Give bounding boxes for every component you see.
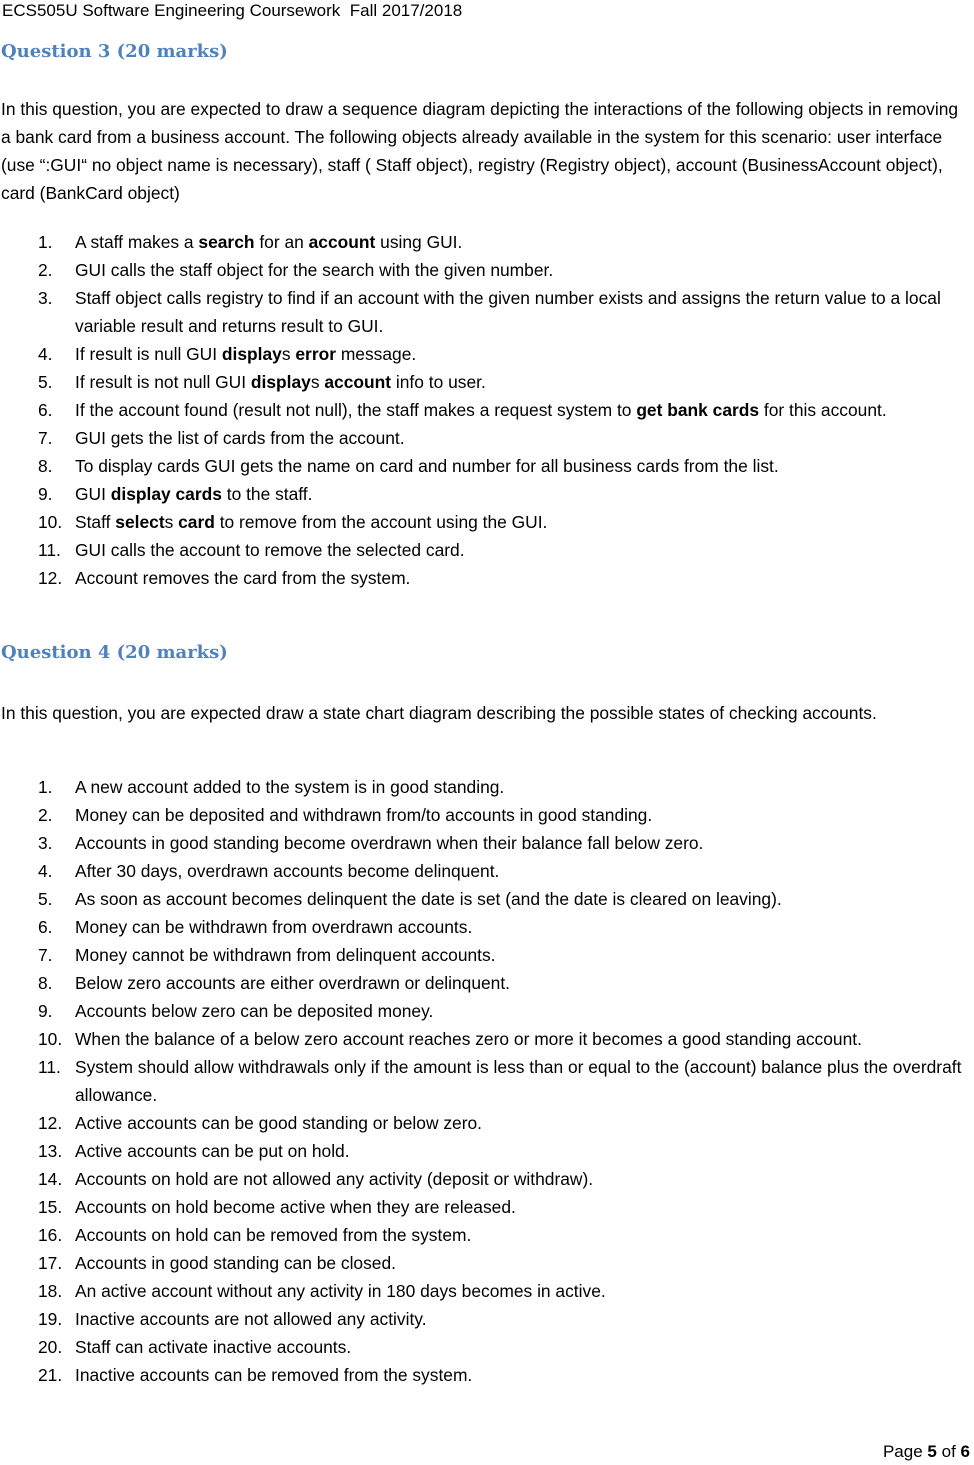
page-footer (883, 1441, 970, 1463)
list-item-number: 12. (38, 1113, 63, 1133)
list-item (0, 1193, 970, 1221)
list-item-number: 4. (38, 344, 53, 364)
list-item (0, 1277, 970, 1305)
list-item-text: Account removes the card from the system. (75, 568, 411, 588)
list-item (0, 885, 970, 913)
list-item (0, 536, 970, 564)
list-item (0, 1025, 970, 1053)
question-4-heading: Question 4 (20 marks) (1, 642, 228, 663)
bold-term: display (250, 372, 311, 392)
list-item (0, 1249, 970, 1277)
bold-term: select (115, 512, 165, 532)
list-item-text: GUI calls the staff object for the search with the given number. (75, 260, 554, 280)
list-item-text: Accounts on hold become active when they are released. (75, 1197, 516, 1217)
list-item-number: 17. (38, 1253, 63, 1273)
list-item-text: A new account added to the system is in good standing. (75, 777, 505, 797)
list-item-text: Active accounts can be good standing or below zero. (75, 1113, 482, 1133)
question-3-heading: Question 3 (20 marks) (1, 41, 228, 62)
list-item-text: Below zero accounts are either overdrawn or delinquent. (75, 973, 511, 993)
list-item-text: GUI gets the list of cards from the account. (75, 428, 405, 448)
list-item-number: 2. (38, 805, 53, 825)
list-item-text: Staff (75, 512, 116, 532)
list-item-number: 9. (38, 484, 53, 504)
list-item (0, 1361, 970, 1389)
list-item-text: Active accounts can be put on hold. (75, 1141, 350, 1161)
bold-term: card (178, 512, 215, 532)
question-4-intro: In this question, you are expected draw a state chart diagram describing the possible states of checking accounts. (1, 703, 877, 723)
list-item (0, 424, 970, 452)
list-item-text: Inactive accounts can be removed from the system. (75, 1365, 473, 1385)
list-item-text: After 30 days, overdrawn accounts become delinquent. (75, 861, 500, 881)
list-item-number: 1. (38, 232, 53, 252)
list-item (0, 396, 970, 424)
list-item-text: using GUI. (375, 232, 463, 252)
list-item (0, 480, 970, 508)
list-item-number: 20. (38, 1337, 63, 1357)
list-item (0, 1109, 970, 1137)
list-item-text: Accounts on hold can be removed from the system. (75, 1225, 472, 1245)
list-item (0, 969, 970, 997)
of-word: of (941, 1442, 956, 1461)
question-3-list (0, 228, 974, 592)
list-item-text: System should allow withdrawals only if the amount is less than or equal to the (account) balance plus the overdraft allowance. (75, 1057, 962, 1105)
bold-term: error (295, 344, 336, 364)
list-item (0, 256, 970, 284)
list-item-number: 12. (38, 568, 63, 588)
list-item-number: 6. (38, 917, 53, 937)
list-item-text: Accounts below zero can be deposited money. (75, 1001, 434, 1021)
list-item-number: 8. (38, 456, 53, 476)
list-item-text: If result is not null GUI (75, 372, 251, 392)
list-item-text: GUI calls the account to remove the selected card. (75, 540, 465, 560)
bold-term: display (221, 344, 282, 364)
list-item-text: for this account. (759, 400, 887, 420)
list-item (0, 1053, 970, 1109)
bold-term: search (198, 232, 255, 252)
list-item-number: 9. (38, 1001, 53, 1021)
list-item-text: Accounts in good standing can be closed. (75, 1253, 396, 1273)
list-item-text: To display cards GUI gets the name on card and number for all business cards from the list. (75, 456, 779, 476)
list-item-text: Money can be deposited and withdrawn from/to accounts in good standing. (75, 805, 653, 825)
list-item-text: s (310, 372, 325, 392)
list-item (0, 829, 970, 857)
question-3-intro: In this question, you are expected to draw a sequence diagram depicting the interactions of the following objects in removing a bank card from a business account. The following objects already available in the system for this scenario: user interface (use “:GUI“ no object name is necessary), staff ( Staff object), registry (Registry object), account (BusinessAccount object), card (BankCard object) (1, 99, 959, 203)
list-item-text: If the account found (result not null), the staff makes a request system to (75, 400, 637, 420)
list-item-number: 1. (38, 777, 53, 797)
list-item-text: Money can be withdrawn from overdrawn accounts. (75, 917, 473, 937)
question-4-list (0, 773, 974, 1389)
list-item-number: 18. (38, 1281, 63, 1301)
list-item-number: 7. (38, 428, 53, 448)
list-item-text: to the staff. (221, 484, 313, 504)
list-item-text: When the balance of a below zero account reaches zero or more it becomes a good standing account. (75, 1029, 862, 1049)
list-item-number: 14. (38, 1169, 63, 1189)
list-item-text: Inactive accounts are not allowed any activity. (75, 1309, 427, 1329)
list-item-number: 11. (38, 540, 61, 560)
list-item-text: message. (335, 344, 417, 364)
list-item-text: Staff can activate inactive accounts. (75, 1337, 352, 1357)
page-total: 6 (960, 1442, 970, 1461)
list-item-number: 21. (38, 1365, 63, 1385)
list-item-number: 2. (38, 260, 53, 280)
list-item-text: Accounts on hold are not allowed any activity (deposit or withdraw). (75, 1169, 594, 1189)
list-item (0, 913, 970, 941)
list-item-text: s (281, 344, 296, 364)
term: Fall 2017/2018 (349, 1, 463, 20)
bold-term: account (308, 232, 376, 252)
list-item-number: 15. (38, 1197, 63, 1217)
page-header (2, 0, 462, 22)
list-item-number: 6. (38, 400, 53, 420)
list-item (0, 340, 970, 368)
list-item-text: to remove from the account using the GUI. (214, 512, 548, 532)
list-item (0, 857, 970, 885)
list-item-text: An active account without any activity in 180 days becomes in active. (75, 1281, 606, 1301)
list-item-number: 16. (38, 1225, 63, 1245)
list-item-number: 10. (38, 512, 63, 532)
list-item (0, 284, 970, 340)
list-item-number: 13. (38, 1141, 63, 1161)
list-item (0, 997, 970, 1025)
list-item-text: If result is null GUI (75, 344, 222, 364)
list-item-number: 19. (38, 1309, 63, 1329)
list-item-number: 4. (38, 861, 53, 881)
list-item (0, 801, 970, 829)
list-item-text: for an (254, 232, 309, 252)
list-item (0, 1137, 970, 1165)
list-item-text: Money cannot be withdrawn from delinquent accounts. (75, 945, 496, 965)
list-item (0, 1165, 970, 1193)
list-item (0, 1221, 970, 1249)
course-title: ECS505U Software Engineering Coursework (2, 1, 341, 20)
list-item (0, 508, 970, 536)
bold-term: get bank cards (636, 400, 760, 420)
list-item (0, 1333, 970, 1361)
bold-term: display cards (110, 484, 222, 504)
list-item (0, 368, 970, 396)
list-item-text: A staff makes a (75, 232, 199, 252)
list-item-number: 5. (38, 889, 53, 909)
list-item (0, 941, 970, 969)
list-item-number: 10. (38, 1029, 63, 1049)
list-item (0, 452, 970, 480)
list-item-number: 3. (38, 288, 53, 308)
list-item-text: As soon as account becomes delinquent the date is set (and the date is cleared on leaving). (75, 889, 782, 909)
list-item-text: GUI (75, 484, 111, 504)
list-item-text: Staff object calls registry to find if an account with the given number exists and assigns the return value to a local variable result and returns result to GUI. (75, 288, 941, 336)
list-item-text: info to user. (391, 372, 486, 392)
list-item-text: s (164, 512, 179, 532)
list-item-number: 8. (38, 973, 53, 993)
list-item-number: 7. (38, 945, 53, 965)
bold-term: account (324, 372, 392, 392)
list-item-text: Accounts in good standing become overdrawn when their balance fall below zero. (75, 833, 704, 853)
list-item-number: 3. (38, 833, 53, 853)
list-item-number: 5. (38, 372, 53, 392)
list-item (0, 1305, 970, 1333)
list-item (0, 228, 970, 256)
list-item (0, 773, 970, 801)
page-number: 5 (927, 1442, 937, 1461)
list-item-number: 11. (38, 1057, 61, 1077)
page-word: Page (882, 1442, 923, 1461)
list-item (0, 564, 970, 592)
